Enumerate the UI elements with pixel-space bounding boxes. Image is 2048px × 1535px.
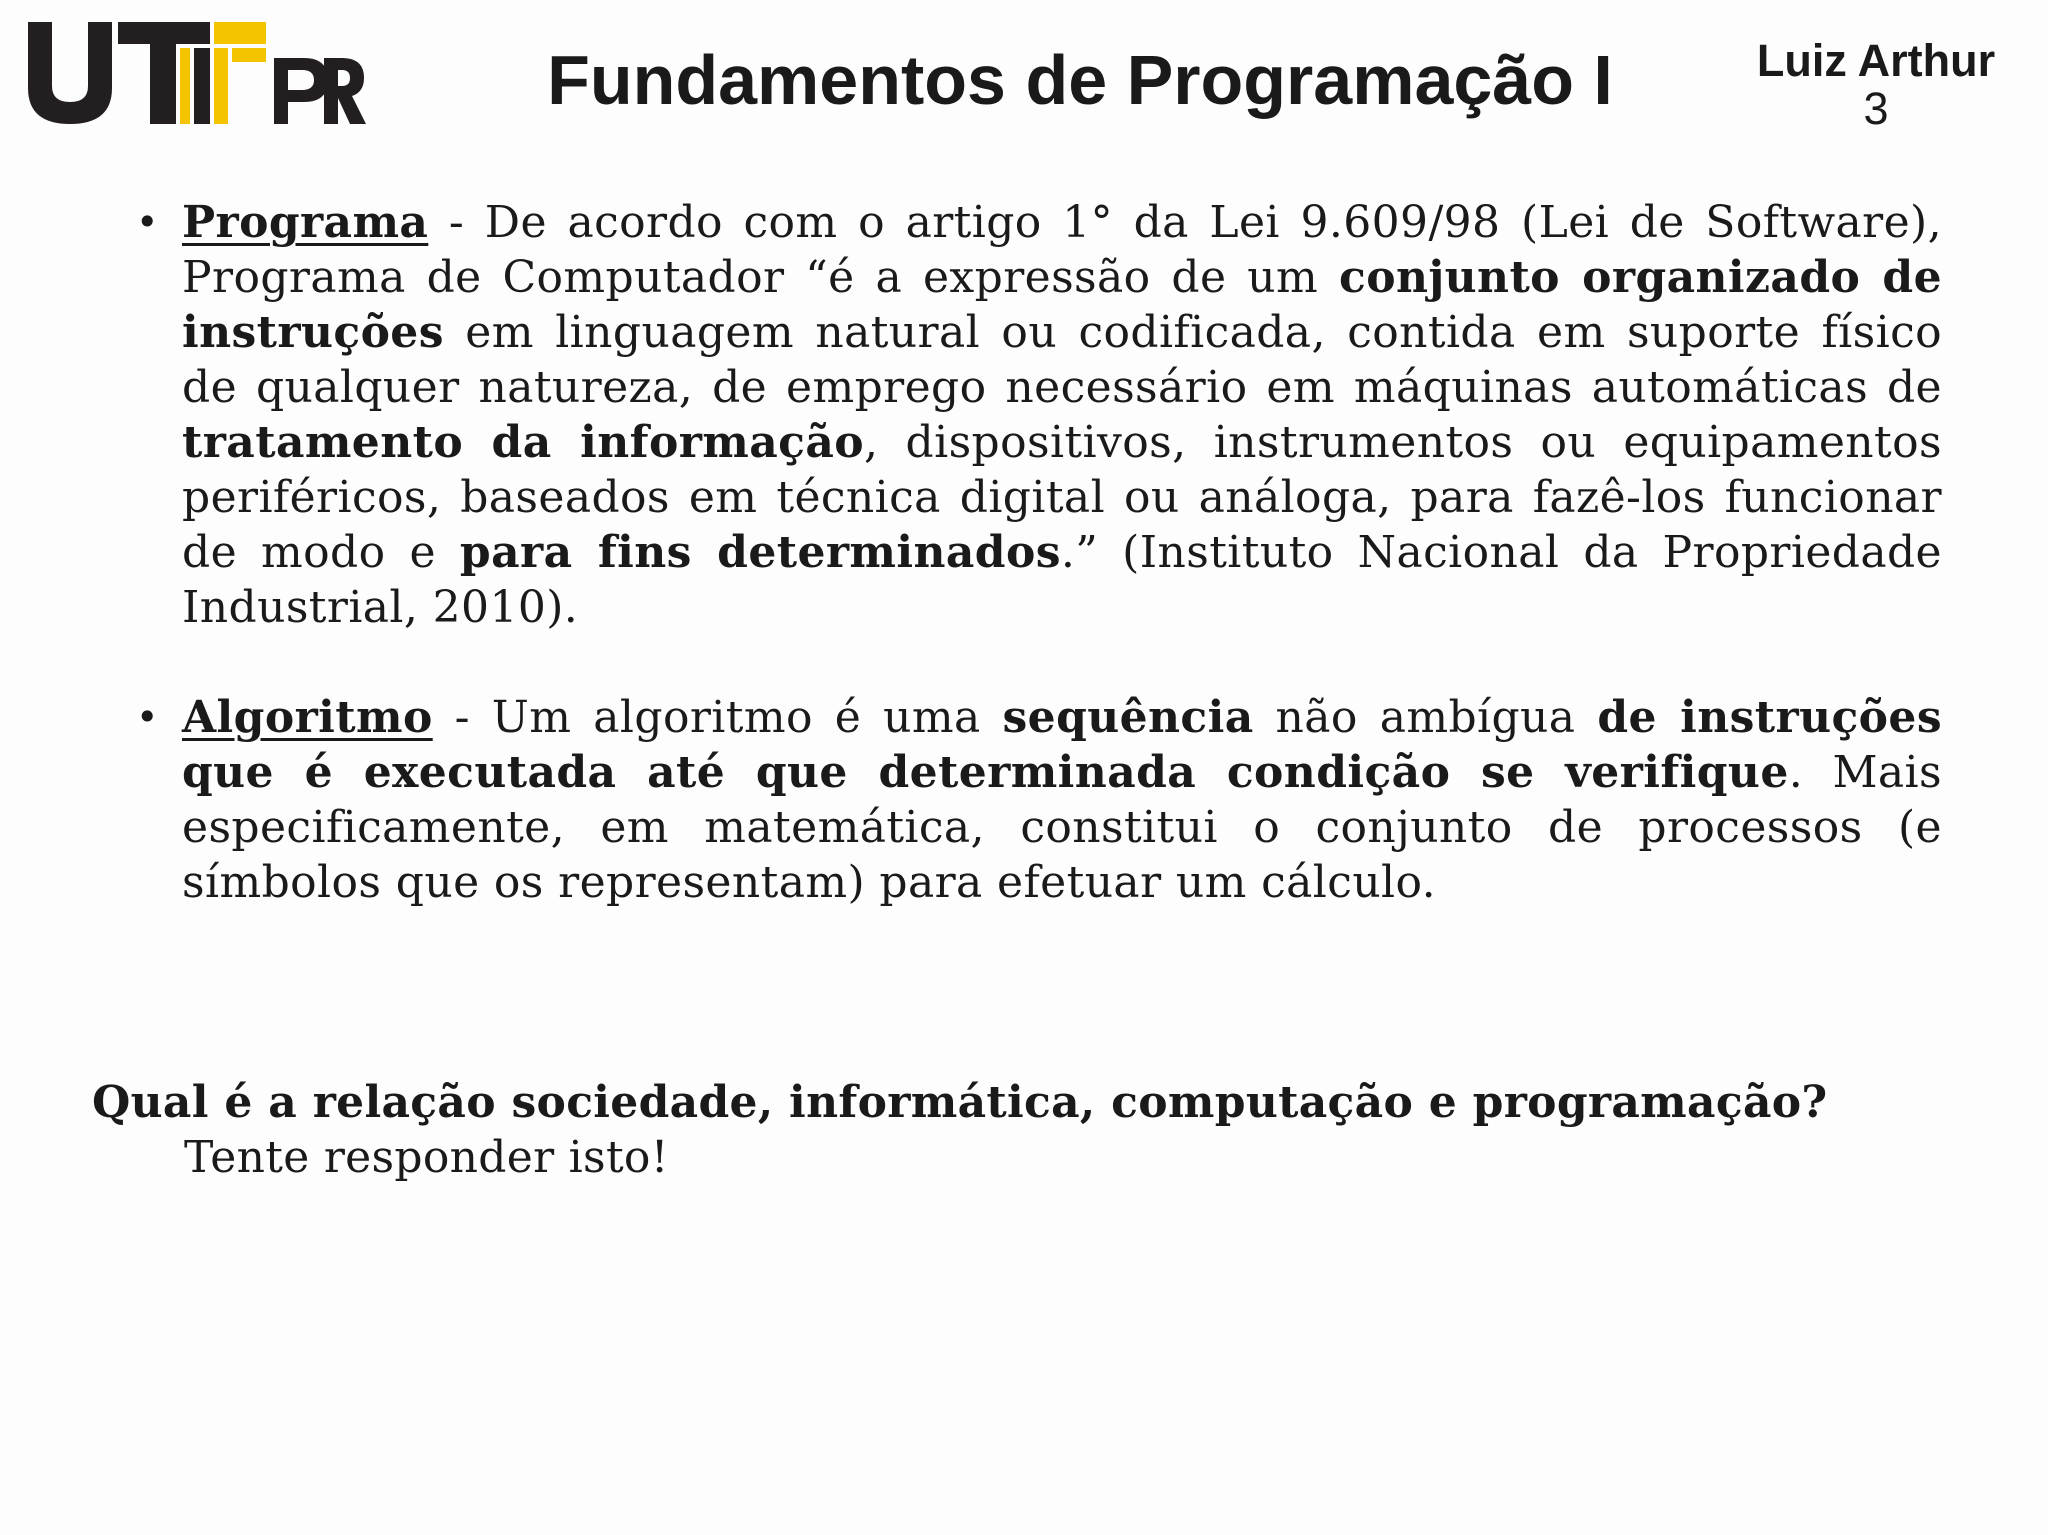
slide-title: Fundamentos de Programação I [547,41,1613,119]
bullet-algoritmo [132,690,1942,910]
answer-prompt: Tente responder isto! [184,1132,669,1183]
text-segment: - Um algoritmo é uma [432,692,1003,743]
text-segment: , dispositivos, instrumentos ou equipamentos periféricos, baseados em técnica digital ou análoga, para fazê-los funcionar de modo e [182,417,1942,578]
term-algoritmo: Algoritmo [182,692,433,743]
bullet-programa [132,195,1942,635]
question-text: Qual é a relação sociedade, informática, computação e programação? [92,1077,1828,1128]
bold-segment: conjunto organizado de instruções [182,252,1942,358]
bold-segment: tratamento da informação [182,417,864,468]
page-number: 3 [1863,83,1889,134]
slide-content [132,195,1942,965]
text-segment: .” (Instituto Nacional da Propriedade Industrial, 2010). [182,527,1942,633]
bold-segment: sequência [1002,692,1254,743]
question-block [92,1075,1972,1185]
bold-segment: de instruções que é executada até que determinada condição se verifique [182,692,1943,798]
text-segment: não ambígua [1253,692,1598,743]
bold-segment: para fins determinados [459,527,1061,578]
utfpr-logo [26,18,366,130]
author-name: Luiz Arthur [1756,35,1996,86]
text-segment: - De acordo com o artigo 1° da Lei 9.609/98 (Lei de Software), Programa de Computador “é a expressão de um [182,197,1942,303]
author-block [1736,36,2016,132]
text-segment: em linguagem natural ou codificada, contida em suporte físico de qualquer natureza, de emprego necessário em máquinas automáticas de [182,307,1942,413]
text-segment: . Mais especificamente, em matemática, constitui o conjunto de processos (e símbolos que os representam) para efetuar um cálculo. [182,747,1942,908]
term-programa: Programa [182,197,429,248]
